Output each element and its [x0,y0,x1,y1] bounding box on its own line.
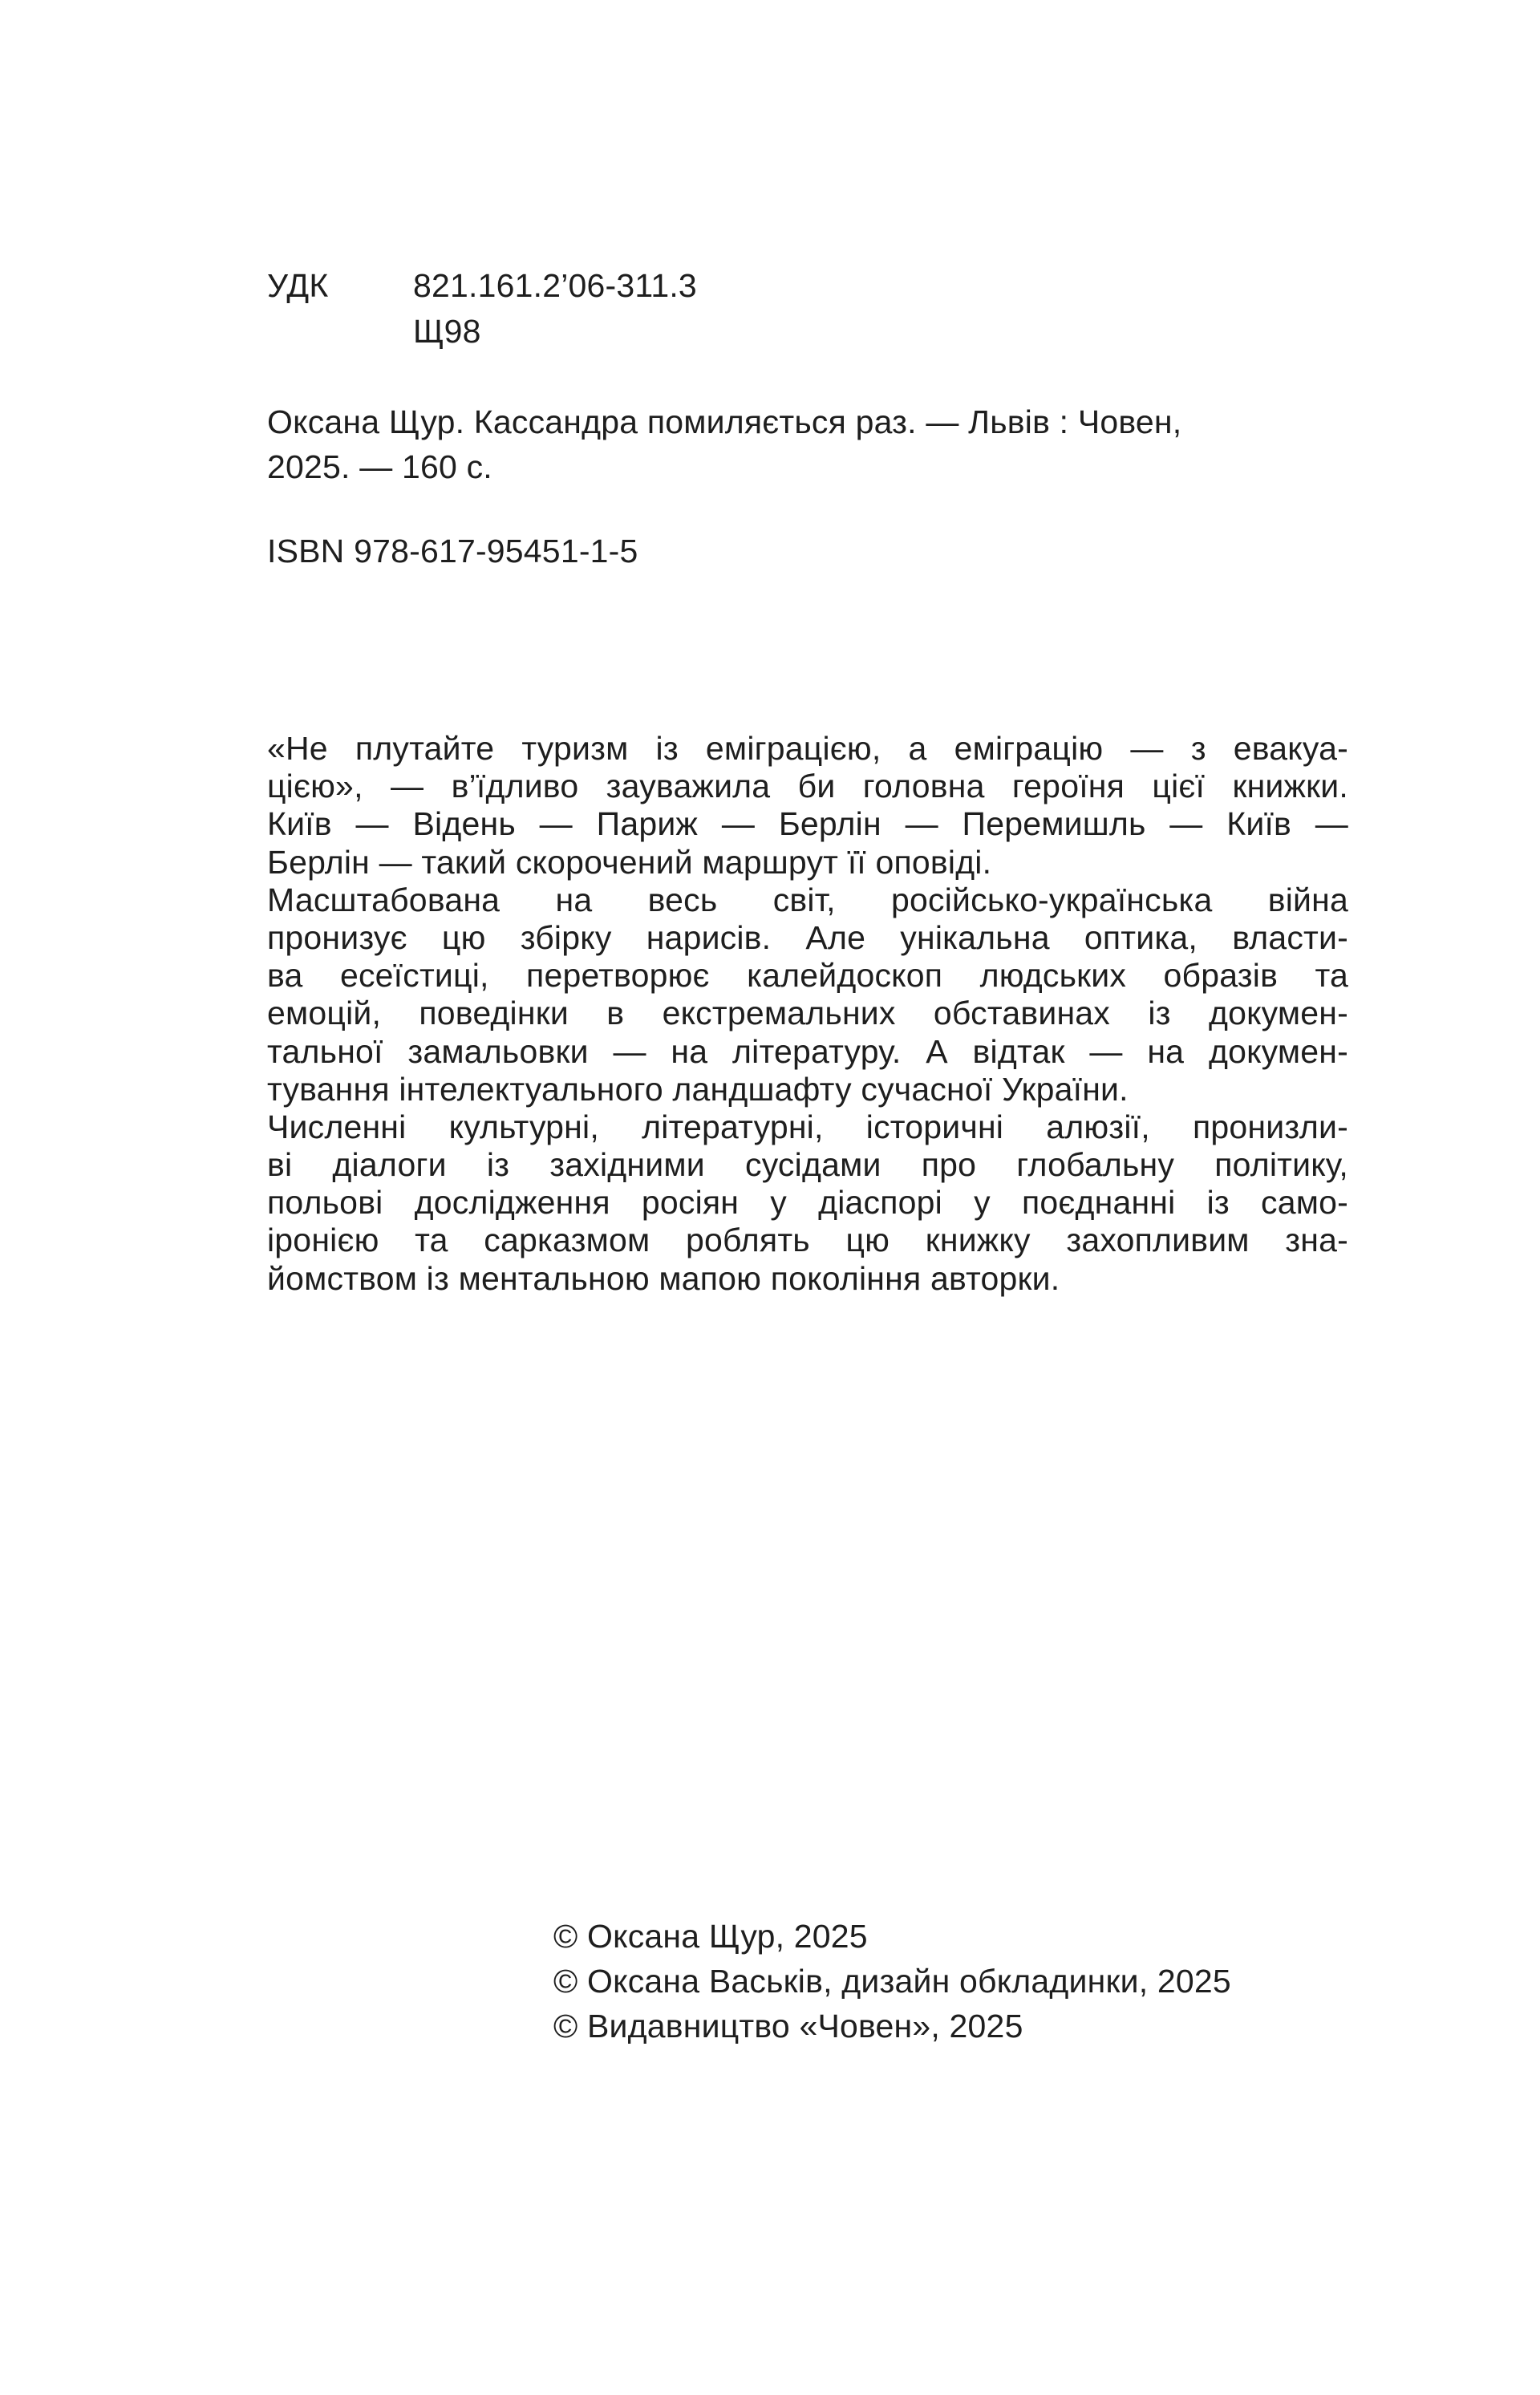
annotation-line: Київ — Відень — Париж — Берлін — Перемишль — Київ — [267,805,1348,843]
annotation-line: Численні культурні, літературні, історичні алюзії, пронизли- [267,1108,1348,1145]
bibliographic-line: Оксана Щур. Кассандра помиляється раз. — Львів : Човен, [267,403,1182,440]
annotation-line: ві діалоги із західними сусідами про глобальну політику, [267,1146,1348,1184]
annotation-line: емоцій, поведінки в екстремальних обставинах із докумен- [267,995,1348,1032]
udk-code: 821.161.2’06-311.3 [413,267,697,304]
bibliographic-record [267,399,1348,489]
annotation-line: тальної замальовки — на літературу. А відтак — на докумен- [267,1032,1348,1070]
annotation-line: польові дослідження росіян у діаспорі у поєднанні із само- [267,1184,1348,1222]
author-mark: Щ98 [413,313,481,350]
copyright-line: © Оксана Васьків, дизайн обкладинки, 2025 [553,1963,1231,2000]
annotation-line: тування інтелектуального ландшафту сучасної України. [267,1070,1129,1108]
annotation-line: цією», — в’їдливо зауважила би головна героїня цієї книжки. [267,768,1348,805]
annotation-line: Берлін — такий скорочений маршрут її оповіді. [267,843,992,881]
udk-values [413,263,697,355]
annotation-line: йомством із ментальною мапою покоління авторки. [267,1259,1060,1297]
copyright-line: © Видавництво «Човен», 2025 [553,2008,1023,2044]
udk-block [267,263,697,355]
annotation-paragraph [267,730,1348,1298]
copyright-block [553,1914,1231,2049]
bibliographic-line: 2025. — 160 с. [267,448,492,485]
annotation-line: ва есеїстиці, перетворює калейдоскоп людських образів та [267,957,1348,995]
annotation-line: «Не плутайте туризм із еміграцією, а еміграцію — з евакуа- [267,730,1348,767]
annotation-line: пронизує цю збірку нарисів. Але унікальна оптика, власти- [267,918,1348,956]
copyright-line: © Оксана Щур, 2025 [553,1918,868,1955]
annotation-line: Масштабована на весь світ, російсько-українська війна [267,881,1348,918]
udk-label: УДК [267,267,329,304]
isbn: ISBN 978-617-95451-1-5 [267,533,638,569]
annotation-line: іронією та сарказмом роблять цю книжку захопливим зна- [267,1222,1348,1259]
